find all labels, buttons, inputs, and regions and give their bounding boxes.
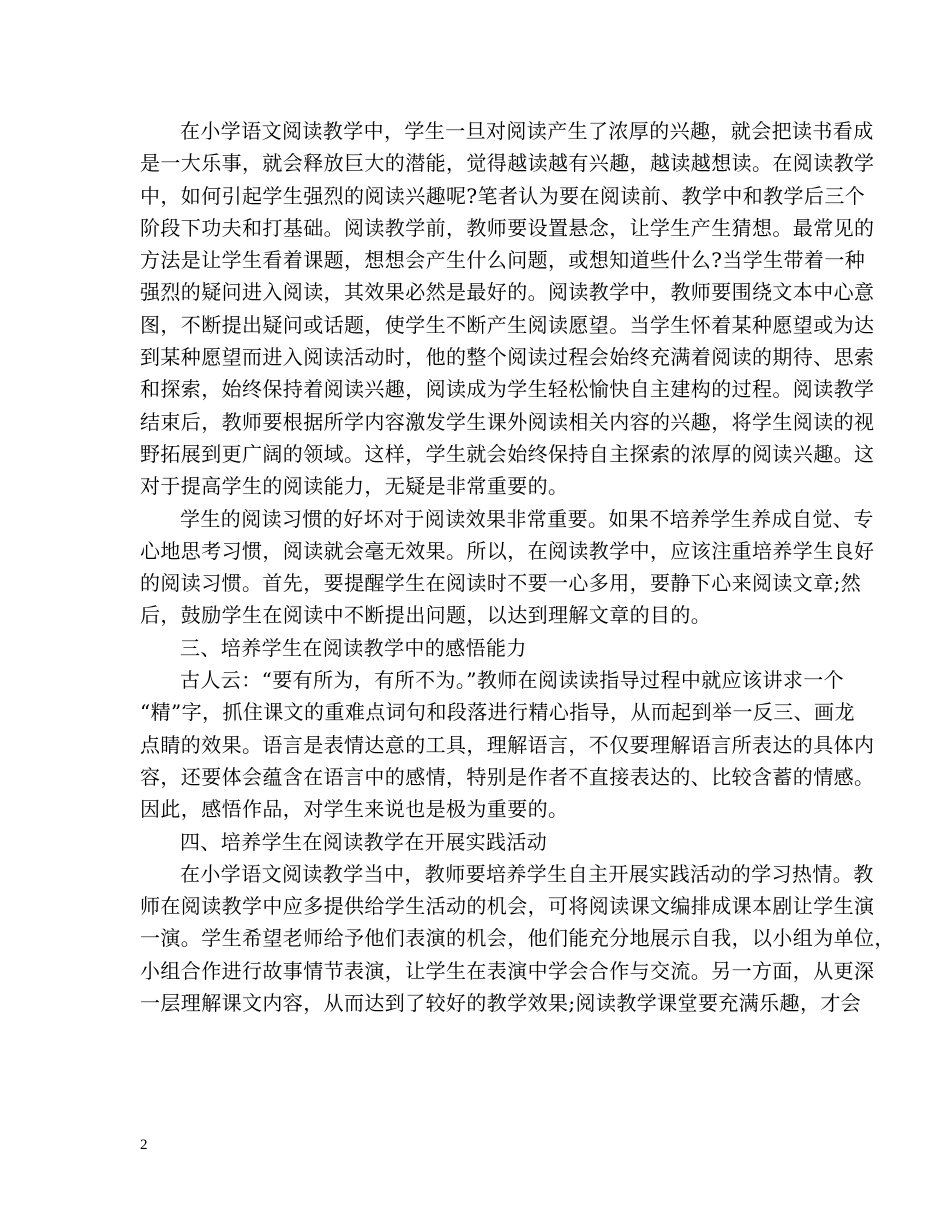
paragraph-line: 师在阅读教学中应多提供给学生活动的机会，可将阅读课文编排成课本剧让学生演: [140, 894, 875, 919]
paragraph-line: 是一大乐事，就会释放巨大的潜能，觉得越读越有兴趣，越读越想读。在阅读教学: [140, 151, 875, 176]
paragraph-line: 中，如何引起学生强烈的阅读兴趣呢?笔者认为要在阅读前、教学中和教学后三个: [140, 183, 866, 208]
paragraph-line: 心地思考习惯，阅读就会毫无效果。所以，在阅读教学中，应该注重培养学生良好: [140, 538, 875, 563]
paragraph-line: 一层理解课文内容，从而达到了较好的教学效果;阅读教学课堂要充满乐趣，才会: [140, 991, 862, 1016]
body-text: [140, 115, 895, 1019]
paragraph-line: 和探索，始终保持着阅读兴趣，阅读成为学生轻松愉快自主建构的过程。阅读教学: [140, 377, 875, 402]
paragraph-line: 图，不断提出疑问或话题，使学生不断产生阅读愿望。当学生怀着某种愿望或为达: [140, 312, 875, 337]
paragraph-line: 在小学语文阅读教学当中，教师要培养学生自主开展实践活动的学习热情。教: [180, 861, 874, 886]
paragraph-line: 野拓展到更广阔的领域。这样，学生就会始终保持自主探索的浓厚的阅读兴趣。这: [140, 441, 875, 466]
paragraph-line: 小组合作进行故事情节表演，让学生在表演中学会合作与交流。另一方面，从更深: [140, 958, 875, 983]
paragraph-line: 后，鼓励学生在阅读中不断提出问题，以达到理解文章的目的。: [140, 603, 712, 628]
section-heading: 四、培养学生在阅读教学在开展实践活动: [180, 829, 548, 854]
paragraph-line: 对于提高学生的阅读能力，无疑是非常重要的。: [140, 474, 569, 499]
paragraph-line: 古人云：“要有所为，有所不为。”教师在阅读读指导过程中就应该讲求一个: [180, 668, 845, 693]
page-number: 2: [140, 1137, 148, 1153]
paragraph-line: 学生的阅读习惯的好坏对于阅读效果非常重要。如果不培养学生养成自觉、专: [180, 506, 874, 531]
paragraph-line: 结束后，教师要根据所学内容激发学生课外阅读相关内容的兴趣，将学生阅读的视: [140, 409, 875, 434]
paragraph-line: 强烈的疑问进入阅读，其效果必然是最好的。阅读教学中，教师要围绕文本中心意: [140, 280, 875, 305]
paragraph-line: 阶段下功夫和打基础。阅读教学前，教师要设置悬念，让学生产生猜想。最常见的: [140, 215, 875, 240]
paragraph-line: 到某种愿望而进入阅读活动时，他的整个阅读过程会始终充满着阅读的期待、思索: [140, 345, 875, 370]
paragraph-line: 的阅读习惯。首先，要提醒学生在阅读时不要一心多用，要静下心来阅读文章;然: [140, 571, 862, 596]
paragraph-line: 点睛的效果。语言是表情达意的工具，理解语言，不仅要理解语言所表达的具体内: [140, 732, 875, 757]
paragraph-line: 在小学语文阅读教学中，学生一旦对阅读产生了浓厚的兴趣，就会把读书看成: [180, 119, 874, 143]
section-heading: 三、培养学生在阅读教学中的感悟能力: [180, 635, 527, 660]
paragraph-line: 一演。学生希望老师给予他们表演的机会，他们能充分地展示自我，以小组为单位，: [140, 926, 895, 951]
paragraph-line: “精”字，抓住课文的重难点词句和段落进行精心指导，从而起到举一反三、画龙: [140, 700, 855, 725]
paragraph-line: 方法是让学生看着课题，想想会产生什么问题，或想知道些什么?当学生带着一种: [140, 248, 866, 273]
paragraph-line: 因此，感悟作品，对学生来说也是极为重要的。: [140, 797, 569, 822]
paragraph-line: 容，还要体会蕴含在语言中的感情，特别是作者不直接表达的、比较含蓄的情感。: [140, 764, 875, 789]
